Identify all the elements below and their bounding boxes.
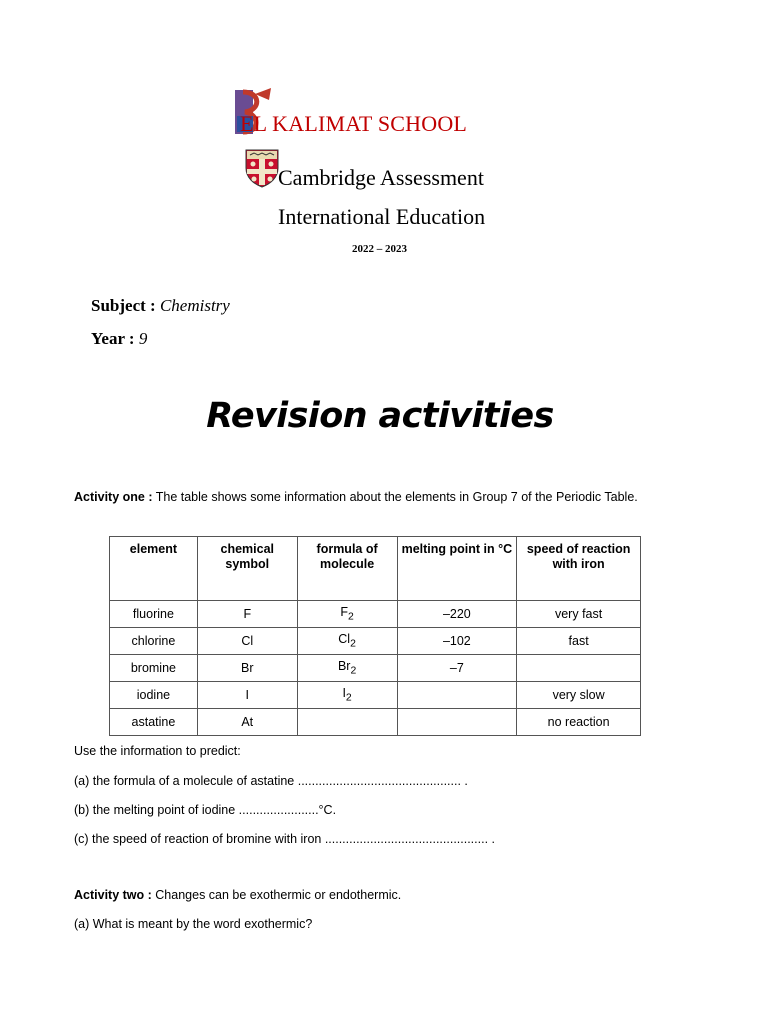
cambridge-line2: International Education [278, 204, 486, 229]
activity-two [74, 885, 401, 905]
subject-label: Subject : [91, 296, 156, 315]
cell-formula: $F_2$ [297, 601, 397, 628]
activity-two-label: Activity two : [74, 888, 152, 902]
cell-melting-point: –102 [397, 628, 517, 655]
cell-symbol: F [197, 601, 297, 628]
year-label: Year : [91, 329, 135, 348]
cell-symbol: I [197, 682, 297, 709]
header-element: element [110, 537, 198, 601]
activity-two-text: Changes can be exothermic or endothermic. [155, 888, 402, 902]
question-b: (b) the melting point of iodine .......................°C. [74, 803, 337, 817]
cell-melting-point: –7 [397, 655, 517, 682]
header-melting-point: melting point in °C [397, 537, 517, 601]
cell-formula: $Br_2$ [297, 655, 397, 682]
year-value: 9 [138, 329, 148, 348]
cell-element: astatine [110, 709, 198, 736]
table-row [110, 682, 641, 709]
academic-year: 2022 – 2023 [352, 243, 407, 255]
header-speed: speed of reaction with iron [517, 537, 641, 601]
header-symbol: chemical symbol [197, 537, 297, 601]
activity-two-question-a: (a) What is meant by the word exothermic? [74, 917, 313, 931]
cell-formula: $Cl_2$ [297, 628, 397, 655]
document-title: Revision activities [206, 396, 554, 436]
cell-speed: very slow [517, 682, 641, 709]
cell-element: chlorine [110, 628, 198, 655]
table-row [110, 628, 641, 655]
cell-speed [517, 655, 641, 682]
table-row [110, 709, 641, 736]
cell-element: bromine [110, 655, 198, 682]
question-c: (c) the speed of reaction of bromine with iron ............................................... . [74, 832, 495, 846]
cell-element: iodine [110, 682, 198, 709]
subject-value: Chemistry [159, 296, 230, 315]
cell-speed: fast [517, 628, 641, 655]
school-name: EL KALIMAT SCHOOL [240, 111, 468, 136]
group7-table [109, 536, 641, 736]
activity-one [74, 487, 694, 507]
subject-line [91, 296, 230, 316]
cell-melting-point [397, 682, 517, 709]
header-formula: formula of molecule [297, 537, 397, 601]
cell-speed: very fast [517, 601, 641, 628]
table-row [110, 655, 641, 682]
cambridge-crest-icon [244, 148, 280, 188]
cambridge-line1: Cambridge Assessment [278, 165, 484, 190]
table-header-row [110, 537, 641, 601]
year-line [91, 329, 147, 349]
cell-symbol: Cl [197, 628, 297, 655]
cell-melting-point [397, 709, 517, 736]
table-row [110, 601, 641, 628]
cell-formula: $I_2$ [297, 682, 397, 709]
cell-symbol: At [197, 709, 297, 736]
cell-symbol: Br [197, 655, 297, 682]
activity-one-text: The table shows some information about the elements in Group 7 of the Periodic Table. [155, 490, 638, 504]
cell-formula [297, 709, 397, 736]
cell-melting-point: –220 [397, 601, 517, 628]
question-a: (a) the formula of a molecule of astatine ............................................... . [74, 774, 468, 788]
activity-one-label: Activity one : [74, 490, 153, 504]
cell-element: fluorine [110, 601, 198, 628]
questions-intro: Use the information to predict: [74, 744, 241, 758]
cell-speed: no reaction [517, 709, 641, 736]
